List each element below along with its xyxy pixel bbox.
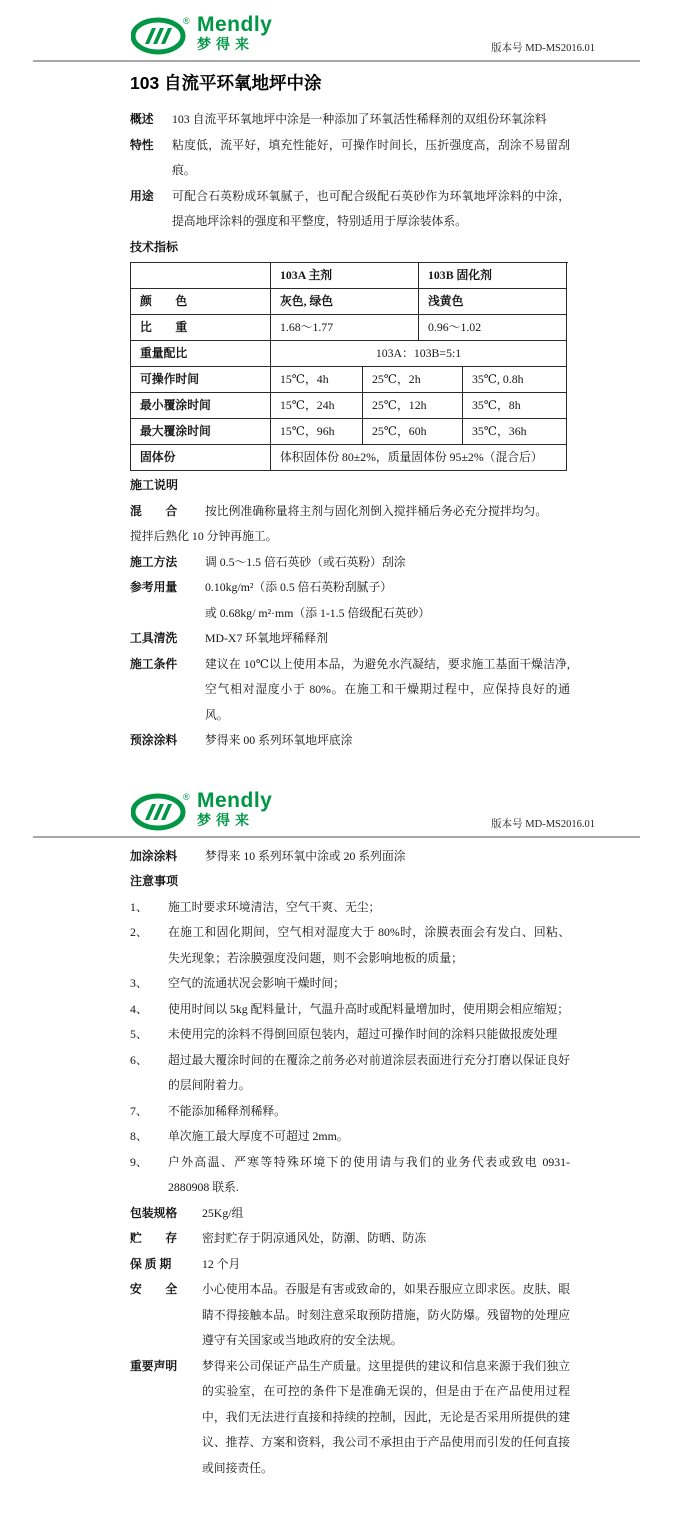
spec-row-tool-clean	[130, 626, 570, 652]
note-number: 8、	[130, 1129, 148, 1143]
table-row	[131, 289, 568, 315]
table-cell: 103A：103B=5:1	[271, 341, 567, 367]
table-cell: 最小覆涂时间	[131, 393, 271, 419]
row-label: 重要声明	[130, 1358, 178, 1373]
table-cell: 重量配比	[131, 341, 271, 367]
table-cell: 最大覆涂时间	[131, 419, 271, 445]
table-row	[131, 263, 568, 289]
table-row	[131, 445, 568, 471]
table-cell: 灰色, 绿色	[271, 289, 419, 315]
row-label: 保 质 期	[130, 1256, 172, 1271]
table-cell: 0.96～1.02	[419, 315, 567, 341]
table-cell: 比 重	[131, 315, 271, 341]
header-divider-rule	[33, 836, 640, 838]
note-number: 2、	[130, 925, 148, 939]
row-value: 梦得来 10 系列环氧中涂或 20 系列面涂	[205, 848, 406, 863]
spec-row-primer	[130, 728, 570, 754]
table-cell: 15℃，4h	[271, 367, 363, 393]
note-text: 施工时要求环境清洁，空气干爽、无尘；	[168, 899, 381, 914]
table-cell: 可操作时间	[131, 367, 271, 393]
datasheet-page-2	[0, 776, 687, 1482]
row-value: 建议在 10℃以上使用本品，为避免水汽凝结，要求施工基面干燥洁净,空气相对湿度小于 80%。在施工和干燥期过程中，应保持良好的通风。	[205, 656, 570, 722]
row-label: 施工条件	[130, 656, 178, 671]
version-label: 版本号 MD-MS2016.01	[491, 43, 595, 54]
note-number: 1、	[130, 899, 148, 914]
page1-content	[130, 107, 570, 754]
version-label: 版本号 MD-MS2016.01	[491, 818, 595, 830]
datasheet-page-1	[0, 0, 687, 754]
spec-row-topcoat	[130, 844, 570, 870]
row-value: 梦得来 00 系列环氧地坪底涂	[205, 733, 353, 747]
table-cell: 颜 色	[131, 289, 271, 315]
row-label: 贮 存	[130, 1231, 178, 1245]
note-item-7	[130, 1099, 570, 1125]
spec-row-packaging	[130, 1201, 570, 1227]
row-label: 包装规格	[130, 1205, 178, 1220]
row-value: 或 0.68kg/ m²·mm（添 1-1.5 倍级配石英砂）	[205, 605, 431, 620]
table-cell: 103A 主剂	[271, 263, 419, 289]
note-number: 6、	[130, 1052, 148, 1067]
table-row	[131, 367, 568, 393]
note-item-3	[130, 971, 570, 997]
brand-wordmark-block	[197, 14, 272, 51]
mendly-oval-m-icon	[131, 790, 193, 832]
construction-heading: 施工说明	[130, 478, 179, 492]
note-item-8	[130, 1124, 570, 1150]
spec-row-safety	[130, 1277, 570, 1354]
product-title: 103 自流平环氧地坪中涂	[130, 73, 322, 93]
note-text: 超过最大覆涂时间的在覆涂之前务必对前道涂层表面进行充分打磨以保证良好的层间附着力。	[168, 1052, 570, 1092]
table-cell: 15℃，96h	[271, 419, 363, 445]
row-value: 可配合石英粉成环氧腻子，也可配合级配石英砂作为环氧地坪涂料的中涂，提高地坪涂料的强度和平整度，特别适用于厚涂装体系。	[172, 188, 570, 228]
table-cell: 25℃，12h	[363, 393, 463, 419]
page2-content	[130, 844, 570, 1482]
table-cell: 35℃，36h	[463, 419, 567, 445]
table-row	[131, 419, 568, 445]
row-value: 梦得来公司保证产品生产质量。这里提供的建议和信息来源于我们独立的实验室，在可控的条件下是准确无误的，但是由于在产品使用过程中，我们无法进行直接和持续的控制，因此，无论是否采用所提供的建议、推荐、方案和资料，我公司不承担由于产品使用而引发的任何直接或间接责任。	[202, 1358, 570, 1475]
row-value: 0.10kg/m²（添 0.5 倍石英粉刮腻子）	[205, 580, 393, 594]
table-cell: 体积固体份 80±2%，质量固体份 95±2%（混合后）	[271, 445, 567, 471]
tech-spec-table	[130, 262, 568, 471]
mendly-logo	[131, 14, 687, 56]
spec-row-mixing	[130, 499, 570, 525]
table-cell: 25℃，2h	[363, 367, 463, 393]
note-item-9	[130, 1150, 570, 1201]
page-header	[0, 0, 687, 60]
note-text: 未使用完的涂料不得倒回原包装内，超过可操作时间的涂料只能做报废处理	[168, 1027, 558, 1041]
note-number: 4、	[130, 1001, 148, 1016]
page-header	[0, 776, 687, 836]
mixing-continuation: 搅拌后熟化 10 分钟再施工。	[130, 529, 278, 543]
svg-text:®: ®	[183, 791, 190, 802]
row-value: 调 0.5～1.5 倍石英砂（或石英粉）刮涂	[205, 554, 406, 569]
brand-wordmark-block	[197, 790, 272, 827]
note-number: 5、	[130, 1027, 148, 1041]
spec-row-conditions	[130, 652, 570, 729]
brand-wordmark-cn: 梦得来	[197, 36, 254, 52]
spec-row-consumption	[130, 575, 570, 601]
note-text: 单次施工最大厚度不可超过 2mm。	[168, 1129, 349, 1143]
row-label-spacer	[130, 601, 205, 627]
table-cell: 浅黄色	[419, 289, 567, 315]
row-label: 预涂涂料	[130, 733, 178, 747]
note-text: 使用时间以 5kg 配料量计，气温升高时或配料量增加时，使用期会相应缩短；	[168, 1001, 570, 1016]
header-divider-rule	[33, 60, 640, 62]
row-value: MD-X7 环氧地坪稀释剂	[205, 631, 328, 645]
table-row	[131, 341, 568, 367]
brand-wordmark: Mendly	[197, 788, 273, 812]
row-label: 施工方法	[130, 554, 178, 569]
tech-spec-heading: 技术指标	[130, 239, 179, 254]
row-label: 安 全	[130, 1282, 178, 1296]
note-text: 空气的流通状况会影响干燥时间；	[168, 976, 345, 990]
table-cell: 固体份	[131, 445, 271, 471]
row-value: 小心使用本品。吞服是有害或致命的，如果吞服应立即求医。皮肤、眼睛不得接触本品。时刻注意采取预防措施，防火防爆。残留物的处理应遵守有关国家或当地政府的安全法规。	[202, 1282, 570, 1347]
note-item-4	[130, 997, 570, 1023]
table-cell: 1.68～1.77	[271, 315, 419, 341]
note-text: 户外高温、严寒等特殊环境下的使用请与我们的业务代表或致电 0931-2880908 联系.	[168, 1154, 570, 1194]
spec-row-storage	[130, 1226, 570, 1252]
row-label: 参考用量	[130, 580, 178, 594]
notes-heading: 注意事项	[130, 874, 179, 888]
table-cell: 15℃，24h	[271, 393, 363, 419]
row-value: 12 个月	[202, 1256, 241, 1271]
spec-row-disclaimer	[130, 1354, 570, 1482]
spec-row-features	[130, 133, 570, 184]
table-cell: 103B 固化剂	[419, 263, 567, 289]
spec-row-method	[130, 550, 570, 576]
row-value: 粘度低，流平好，填充性能好，可操作时间长，压折强度高，刮涂不易留刮痕。	[172, 137, 570, 177]
mendly-oval-m-icon	[131, 14, 193, 56]
row-label: 概述	[130, 112, 154, 126]
note-item-5	[130, 1022, 570, 1048]
mendly-logo	[131, 790, 687, 832]
table-cell: 35℃, 0.8h	[463, 367, 567, 393]
table-cell: 25℃，60h	[363, 419, 463, 445]
row-label: 加涂涂料	[130, 848, 178, 863]
table-cell	[131, 263, 271, 289]
spec-row-usage	[130, 184, 570, 235]
note-number: 3、	[130, 976, 148, 990]
note-number: 9、	[130, 1154, 148, 1169]
brand-wordmark: Mendly	[197, 13, 273, 36]
row-value: 103 自流平环氧地坪中涂是一种添加了环氧活性稀释剂的双组份环氧涂料	[172, 112, 547, 126]
row-value: 25Kg/组	[202, 1205, 244, 1220]
table-cell: 35℃，8h	[463, 393, 567, 419]
svg-text:®: ®	[183, 16, 190, 26]
row-value: 密封贮存于阴凉通风处，防潮、防晒、防冻	[202, 1231, 427, 1245]
table-row	[131, 393, 568, 419]
note-item-6	[130, 1048, 570, 1099]
table-row	[131, 315, 568, 341]
row-label: 特性	[130, 137, 154, 152]
spec-row-overview	[130, 107, 570, 133]
spec-row-shelf-life	[130, 1252, 570, 1278]
row-label: 混 合	[130, 503, 178, 518]
brand-wordmark-cn: 梦得来	[197, 811, 254, 828]
note-item-1	[130, 895, 570, 921]
note-number: 7、	[130, 1103, 148, 1118]
row-value: 按比例准确称量将主剂与固化剂倒入搅拌桶后务必充分搅拌均匀。	[205, 503, 548, 518]
spec-row-consumption-2	[130, 601, 570, 627]
row-label: 用途	[130, 188, 154, 203]
row-label: 工具清洗	[130, 631, 178, 645]
note-text: 在施工和固化期间，空气相对湿度大于 80%时，涂膜表面会有发白、回粘、失光现象；若涂膜强度没问题，则不会影响地板的质量；	[168, 925, 570, 965]
note-item-2	[130, 920, 570, 971]
note-text: 不能添加稀释剂稀释。	[168, 1103, 286, 1118]
